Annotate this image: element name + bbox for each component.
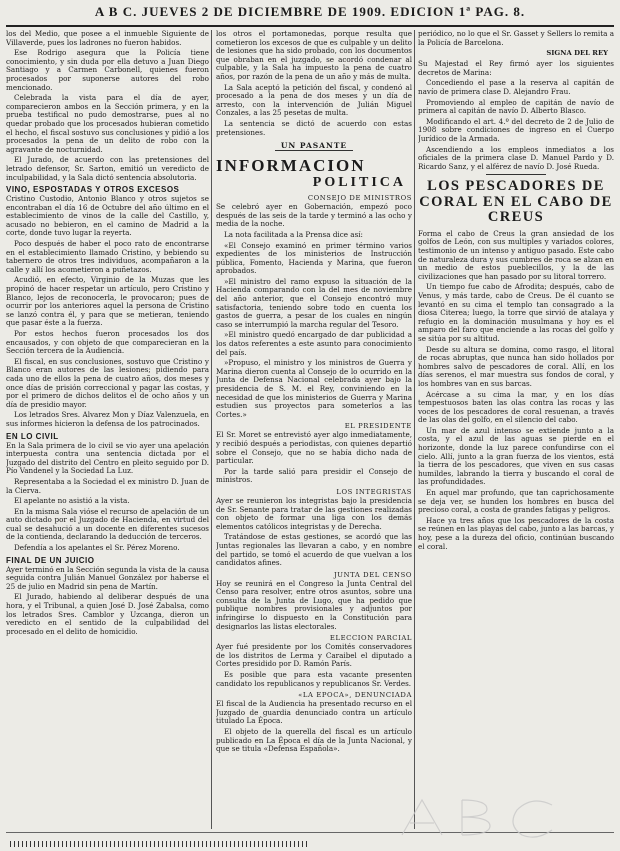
eleccion-label: ELECCION PARCIAL xyxy=(329,634,412,643)
paragraph: Tratándose de estas gestiones, se acordó que las Juntas regionales las llevaran a cabo, y en nombre del partido, se tomó el acuerdo de que vuelvan a los candidatos afines. xyxy=(216,532,412,568)
paragraph: En aquel mar profundo, que tan caprichosamente se deja ver, se hunden los hombres en busca del precioso coral, a costa de grandes fatigas y peligros. xyxy=(418,488,614,515)
column-2 xyxy=(216,30,412,829)
paragraph: El fiscal, en sus conclusiones, sostuvo que Cristino y Blanco eran autores de las lesiones; pidiendo para cada uno de ellos la pena de cuatro años, dos meses y once días de prisión correccional y pagar las costas, y por el primero de dichos delitos el de ocho años y un día de presidio mayor. xyxy=(6,356,209,409)
vino-section-title: VINO, ESPOSTADAS Y OTROS EXCESOS xyxy=(6,185,180,195)
column-divider-1 xyxy=(211,30,212,829)
civil-section-title: EN LO CIVIL xyxy=(6,431,59,441)
scan-strip xyxy=(10,841,310,847)
paragraph: Hoy se reunirá en el Congreso la Junta Central del Censo para resolver, entre otros asuntos, sobre una consulta de la Junta de Lugo, que ha pedido que publique nombres provisionales y adjuntos por infringirse lo dispuesto en la Constitución para designarlos las listas electorales. xyxy=(216,578,412,631)
paragraph: los otros el portamonedas, porque resulta que cometieron los excesos de que es culpable y un delito de lesiones que ha sido probado, con los documentos que obraban en el juzgado, se acordó condenar al culpable, y la Sala ha impuesto la pena de cuatro años, por razón de la pena de un año y más de multa. xyxy=(216,30,412,81)
watermark-logo xyxy=(382,785,602,845)
column-1 xyxy=(6,30,209,829)
column-divider-2 xyxy=(414,30,415,829)
paragraph: Promoviendo al empleo de capitán de navío de primera al capitán de navío D. Alberto Blasco. xyxy=(418,97,614,116)
paragraph: Por la tarde salió para presidir el Consejo de ministros. xyxy=(216,466,412,485)
paragraph: El fiscal de la Audiencia ha presentado recurso en el Juzgado de guardia denunciado contra un artículo titulado La Época. xyxy=(216,699,412,726)
epoca-label: «LA EPOCA», DENUNCIADA xyxy=(298,691,412,700)
paragraph: El objeto de la querella del fiscal es un artículo publicado en La Época el día de la Junta Nacional, y que se titula «Defensa Española». xyxy=(216,727,412,754)
paragraph: Ayer fué presidente por los Comités conservadores de los distritos de Lerma y Caraibel el diputado a Cortes presidido por D. Ramón París. xyxy=(216,642,412,669)
paragraph: Modificando el art. 4.º del decreto de 2 de Julio de 1908 sobre condiciones de ingreso en el Cuerpo Jurídico de la Armada. xyxy=(418,116,614,143)
signature: SIGNA DEL REY xyxy=(546,49,608,58)
pescadores-headline: LOS PESCADORES DE CORAL EN EL CABO DE CREUS xyxy=(419,178,613,226)
paragraph: El Jurado, de acuerdo con las pretensiones del letrado defensor, Sr. Sarton, emitió un veredicto de inculpabilidad, y la Sala dictó sentencia absolutoria. xyxy=(6,155,209,182)
integristas-label: LOS INTEGRISTAS xyxy=(336,487,412,496)
paragraph: Ayer se reunieron los integristas bajo la presidencia de Sr. Senante para tratar de las gestiones realizadas con objeto de formar una liga con los demás elementos católicos integristas y de Derecha. xyxy=(216,495,412,531)
paragraph: El apelante no asistió a la vista. xyxy=(14,496,130,506)
paragraph: Su Majestad el Rey firmó ayer los siguientes decretos de Marina: xyxy=(418,59,614,77)
final-section-title: FINAL DE UN JUICIO xyxy=(6,555,95,565)
paragraph: Ese Rodrigo asegura que la Policía tiene conocimiento, y sin duda por ella detuvo a Juan Diego Santiago y a Carmen Carbonell, quienes fueron procesados por suponerse autores del robo mencionado. xyxy=(6,48,209,92)
politica-heading: POLITICA xyxy=(312,175,406,191)
paragraph: Se celebró ayer en Gobernación, empezó poco después de las seis de la tarde y terminó a las ocho y media de la noche. xyxy=(216,202,412,229)
consejo-label: CONSEJO DE MINISTROS xyxy=(307,194,412,203)
paragraph: Un tiempo fue cabo de Afrodita; después, cabo de Venus, y más tarde, cabo de Creus. De él cuanto se levantó en su cima el templo tan consagrado a la diosa Citerea; luego, la torre que sirvió de atalaya y refugio en la dominación musulmana y hoy es el amparo del faro que enciende a las rocas del golfo y se sitúa por su altitud. xyxy=(418,282,614,343)
header-rule xyxy=(6,25,614,27)
presidente-label: EL PRESIDENTE xyxy=(344,422,412,431)
paragraph: «El Consejo examinó en primer término varios expedientes de los ministerios de Instrucción pública, Fomento, Hacienda y Marina, que fueron aprobados. xyxy=(216,240,412,276)
paragraph: »El ministro del ramo expuso la situación de la Hacienda comparando con la del mes de noviembre del año anterior, que el Consejo encontró muy satisfactoria, teniendo sobre todo en cuenta los gastos de guerra, a pesar de los cuales en ningún caso se interrumpió la marcha regular del Tesoro. xyxy=(216,276,412,329)
paragraph: Por estos hechos fueron procesados los dos encausados, y con objeto de que comparecieran en la Sección tercera de la Audiencia. xyxy=(6,329,209,356)
paragraph: periódico, no lo que el Sr. Gasset y Sellers lo remita a la Policía de Barcelona. xyxy=(418,30,614,47)
running-head xyxy=(0,4,620,26)
paragraph: Defendía a los apelantes el Sr. Pérez Moreno. xyxy=(14,543,180,553)
paragraph: El Sr. Moret se entrevistó ayer algo inmediatamente, y recibió después a periodistas, con quienes departió sobre el Consejo, que no se había dicho nada de particular. xyxy=(216,430,412,466)
paragraph: Es posible que para esta vacante presenten candidato los republicanos y republicanos Sr. Verdes. xyxy=(216,670,412,688)
section-rule xyxy=(486,174,546,175)
paragraph: Desde su altura se domina, como rasgo, el litoral de rocas abruptas, que nunca han sido hollados por hombres salvo de pescadores de coral. Allí, en los días serenos, el mar muestra sus fondos de coral, y los hombres van en sus barcas. xyxy=(418,344,614,388)
paragraph: Celebrada la vista para el día de ayer, comparecieron ambos en la Sección primera, y en la prueba testifical no pudo demostrarse, pues al no quedar probado que los procesados hubieran cometido el hecho, el fiscal sostuvo sus conclusiones y pidió a los procesados la pena de un delito de robo con la agravante de nocturnidad. xyxy=(6,93,209,154)
paragraph: Representaba a la Sociedad el ex ministro D. Juan de la Cierva. xyxy=(6,476,209,495)
un-pasante-text: UN PASANTE xyxy=(275,141,353,151)
paragraph: Ayer terminó en la Sección segunda la vista de la causa seguida contra Julián Manuel González por haberse el 25 de julio en Madrid sin pena de Martín. xyxy=(6,564,209,591)
paragraph: Hace ya tres años que los pescadores de la costa se reúnen en las playas del cabo, junto a las barcas, y hoy, pese a la dureza del oficio, continúan buscando el coral. xyxy=(418,515,614,551)
paragraph: Acudió, en efecto, Virginio de la Muzas que les propinó de hacer respetar un artículo, pero Cristino y Blanco, lejos de reconocerla, le provocaron; pues de ocurrir por los anteriores aquel la persona de Cristino se lanzó contra él, y para que se metieran, teniendo que pasar éste a la fuerza. xyxy=(6,275,209,328)
paragraph: Forma el cabo de Creus la gran ansiedad de los golfos de León, con sus multiples y variados colores, testimonio de un intenso y antiguo pasado. Este cabo de naturaleza dura y sus cumbres de roca se alzan en un medio de estos pueblecillos, y la de las civilizaciones que han pasado por su litoral torrero. xyxy=(418,228,614,281)
column-3 xyxy=(418,30,614,829)
paragraph: Concediendo el pase a la reserva al capitán de navío de primera clase D. Alejandro Frau. xyxy=(418,78,614,96)
paragraph: Poco después de haber el poco rato de encontrarse en el establecimiento llamado Cristino, y bebiendo su tabernero de otros tres individuos, acompañaron a la calle y allí los acometieron a puñetazos. xyxy=(6,239,209,274)
paragraph: La sentencia se dictó de acuerdo con estas pretensiones. xyxy=(216,118,412,137)
paragraph: El Jurado, habiendo al deliberar después de una hora, y el Tribunal, a quien José D. José Zabalsa, como los letrados Sres. Camblor y Uzcanga, dieron un veredicto en el sentido de la culpabilidad del procesado en el delito de homicidio. xyxy=(6,592,209,636)
junta-label: JUNTA DEL CENSO xyxy=(333,570,412,579)
paragraph: »Propuso, el ministro y los ministros de Guerra y Marina dieron cuenta al Consejo de lo ocurrido en la Junta de Defensa Nacional celebrada ayer bajo la presidencia de S. M. el Rey, conviniendo en la necesidad de que los ministerios de Guerra y Marina estudien sus proyectos para someterlos a las Cortes.» xyxy=(216,358,412,419)
paragraph: Cristino Custodio, Antonio Blanco y otros sujetos se encontraban el día 16 de Octubre del año último en el establecimiento de vinos de la calle del Castillo, y, acusado no bebieron, en el camino de Madrid a la corte, donde tuvo lugar la reyerta. xyxy=(6,194,209,238)
paragraph: En la misma Sala vióse el recurso de apelación de un auto dictado por el Juzgado de Hacienda, en virtud del cual se desahució a un docente en diferentes sucesos de la contienda, declarando la deducción de terceros. xyxy=(6,506,209,542)
paragraph: Acércase a su cima la mar, y en los días tempestuosos baten las olas contra las rocas y las voces de los pescadores de coral resuenan, a través de las olas del golfo, en el silencio del cabo. xyxy=(418,389,614,425)
running-head-text: A B C. JUEVES 2 DE DICIEMBRE DE 1909. EDICION 1ª PAG. 8. xyxy=(94,4,526,19)
paragraph: La Sala aceptó la petición del fiscal, y condenó al procesado a la pena de dos meses y un día de arresto, con la intervención de Julián Miguel Conzales, a las 25 pesetas de multa. xyxy=(216,82,412,118)
paragraph: los del Medio, que posee a el inmueble Siguiente de Villaverde, pues los ladrones no fueron habidos. xyxy=(6,30,209,47)
paragraph: La nota facilitada a la Prensa dice así: xyxy=(224,229,363,239)
paragraph: Un mar de azul intenso se extiende junto a la costa, y el azul de las aguas se pierde en el horizonte, donde la luz parece confundirse con el cielo. Allí, junto a la gran fuerza de los vientos, está la tierra de los pescadores, que viven en sus casas humildes, labrando la tierra y buscando el coral de las profundidades. xyxy=(418,425,614,487)
col1-opening xyxy=(6,30,209,182)
paragraph: En la Sala primera de lo civil se vio ayer una apelación interpuesta contra una sentencia dictada por el Juzgado del distrito del Centro en pleito seguido por D. Pío Vandenel y la Sociedad La Luz. xyxy=(6,440,209,476)
paragraph: Los letrados Sres. Alvarez Mon y Díaz Valenzuela, en sus informes hicieron la defensa de los patrocinados. xyxy=(6,410,209,428)
un-pasante-label xyxy=(216,141,412,150)
paragraph: Ascendiendo a los empleos inmediatos a los oficiales de la primera clase D. Manuel Pardo y D. Ricardo Sanz, y el alférez de navío D. José Rueda. xyxy=(418,144,614,171)
paragraph: »El ministro quedó encargado de dar publicidad a los datos referentes a este asunto para conocimiento del país. xyxy=(216,330,412,357)
informacion-heading: INFORMACION xyxy=(216,156,366,176)
